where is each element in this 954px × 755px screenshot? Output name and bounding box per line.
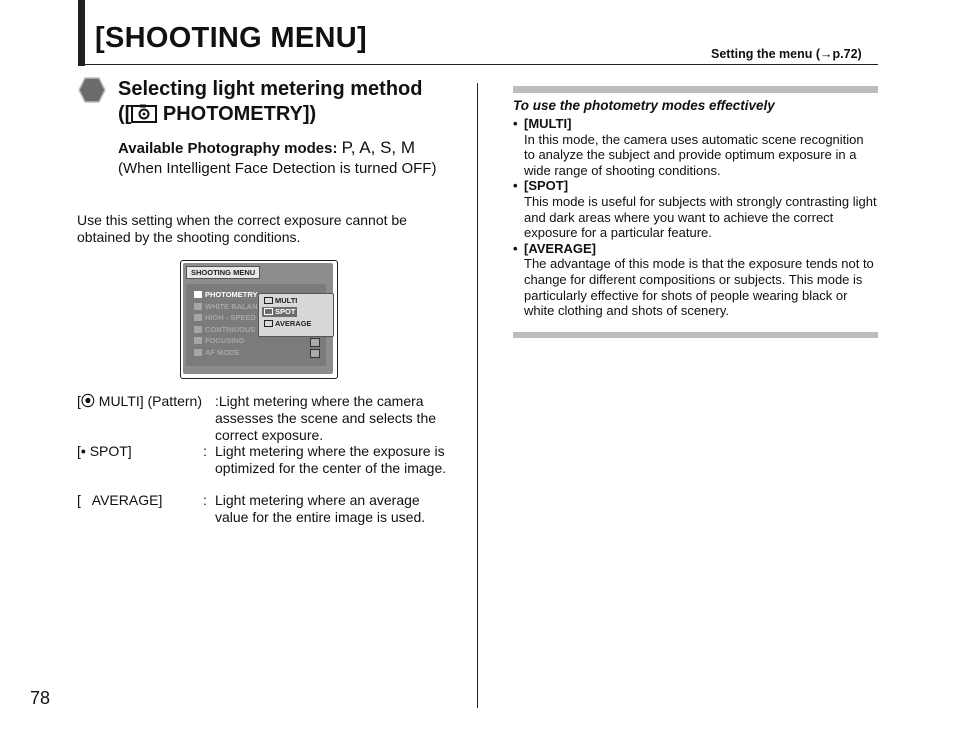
definition-colon-spot: :: [203, 443, 207, 459]
menu-reference: Setting the menu (→p.72): [711, 47, 862, 61]
lcd-item-focusing: FOCUSING: [194, 336, 245, 346]
high-speed-icon: [194, 314, 202, 321]
focusing-icon: [194, 337, 202, 344]
intro-text: Use this setting when the correct exposure cannot be obtained by the shooting conditions.: [77, 212, 407, 245]
modes-note: (When Intelligent Face Detection is turned OFF): [118, 160, 437, 177]
definition-desc-average: Light metering where an average value for the entire image is used.: [215, 492, 426, 525]
header-rule: [78, 64, 878, 65]
lcd-subitem-average: AVERAGE: [264, 319, 312, 329]
definition-desc-multi: :Light metering where the camera assesses the scene and selects the correct exposure.: [215, 393, 437, 443]
tips-list: [513, 116, 878, 319]
spot-metering-icon: •: [80, 443, 86, 459]
lcd-item-white-balance: WHITE BALAN: [194, 302, 258, 312]
page-title: [SHOOTING MENU]: [95, 22, 367, 54]
tips-top-bar: [513, 86, 878, 93]
tip-item-spot: • [SPOT] This mode is useful for subjects with strongly contrasting light and dark areas where you want to achieve the correct exposure for a particular feature.: [513, 178, 877, 241]
average-metering-icon: [264, 320, 273, 327]
photometry-camera-icon: [131, 104, 157, 123]
lcd-item-high-speed: HIGH - SPEED: [194, 313, 256, 323]
tips-bottom-bar: [513, 332, 878, 338]
section-title-line2: ([ PHOTOMETRY]): [118, 103, 317, 125]
photometry-icon: [194, 291, 202, 298]
continuous-icon: [194, 326, 202, 333]
af-mode-value-icon: [310, 349, 320, 358]
definition-desc-spot: Light metering where the exposure is optimized for the center of the image.: [215, 443, 447, 476]
multi-metering-icon: ⦿: [80, 393, 95, 409]
page-number: 78: [30, 688, 51, 708]
definition-term-multi: [⦿ MULTI] (Pattern): [77, 393, 202, 409]
af-mode-icon: [194, 349, 202, 356]
header-accent-bar: [78, 0, 85, 66]
definition-term-average: [ AVERAGE]: [77, 492, 163, 508]
lcd-item-af-mode: AF MODE: [194, 348, 240, 358]
lcd-subitem-spot: SPOT: [262, 307, 297, 317]
lcd-menu-title: SHOOTING MENU: [186, 266, 260, 279]
tip-item-average: • [AVERAGE] The advantage of this mode is that the exposure tends not to change for different compositions or subjects. This mode is particularly effective for shots of people wearing black or white clothing and shots of scenery.: [513, 240, 874, 319]
available-modes: Available Photography modes: P, A, S, M (When Intelligent Face Detection is turned OFF): [118, 138, 463, 179]
lcd-item-photometry: PHOTOMETRY: [194, 290, 258, 300]
definition-term-spot: [• SPOT]: [77, 443, 132, 459]
focusing-value-icon: [310, 338, 320, 347]
white-balance-icon: [194, 303, 202, 310]
column-divider: [477, 83, 478, 708]
average-metering-icon: [81, 492, 89, 508]
spot-metering-icon: [264, 308, 273, 315]
hexagon-bullet-icon: [78, 77, 106, 103]
multi-metering-icon: [264, 297, 273, 304]
lcd-subitem-multi: MULTI: [264, 296, 297, 306]
section-title: [118, 77, 422, 127]
definition-colon-average: :: [203, 492, 207, 508]
section-title-line1: Selecting light metering method: [118, 78, 423, 100]
modes-values: P, A, S, M: [341, 138, 416, 157]
lcd-item-continuous: CONTINUOUS: [194, 325, 255, 335]
tip-item-multi: • [MULTI] In this mode, the camera uses automatic scene recognition to analyze the subject and provide optimum exposure in a wide range of shooting conditions.: [513, 116, 864, 178]
tips-title: To use the photometry modes effectively: [513, 98, 775, 113]
